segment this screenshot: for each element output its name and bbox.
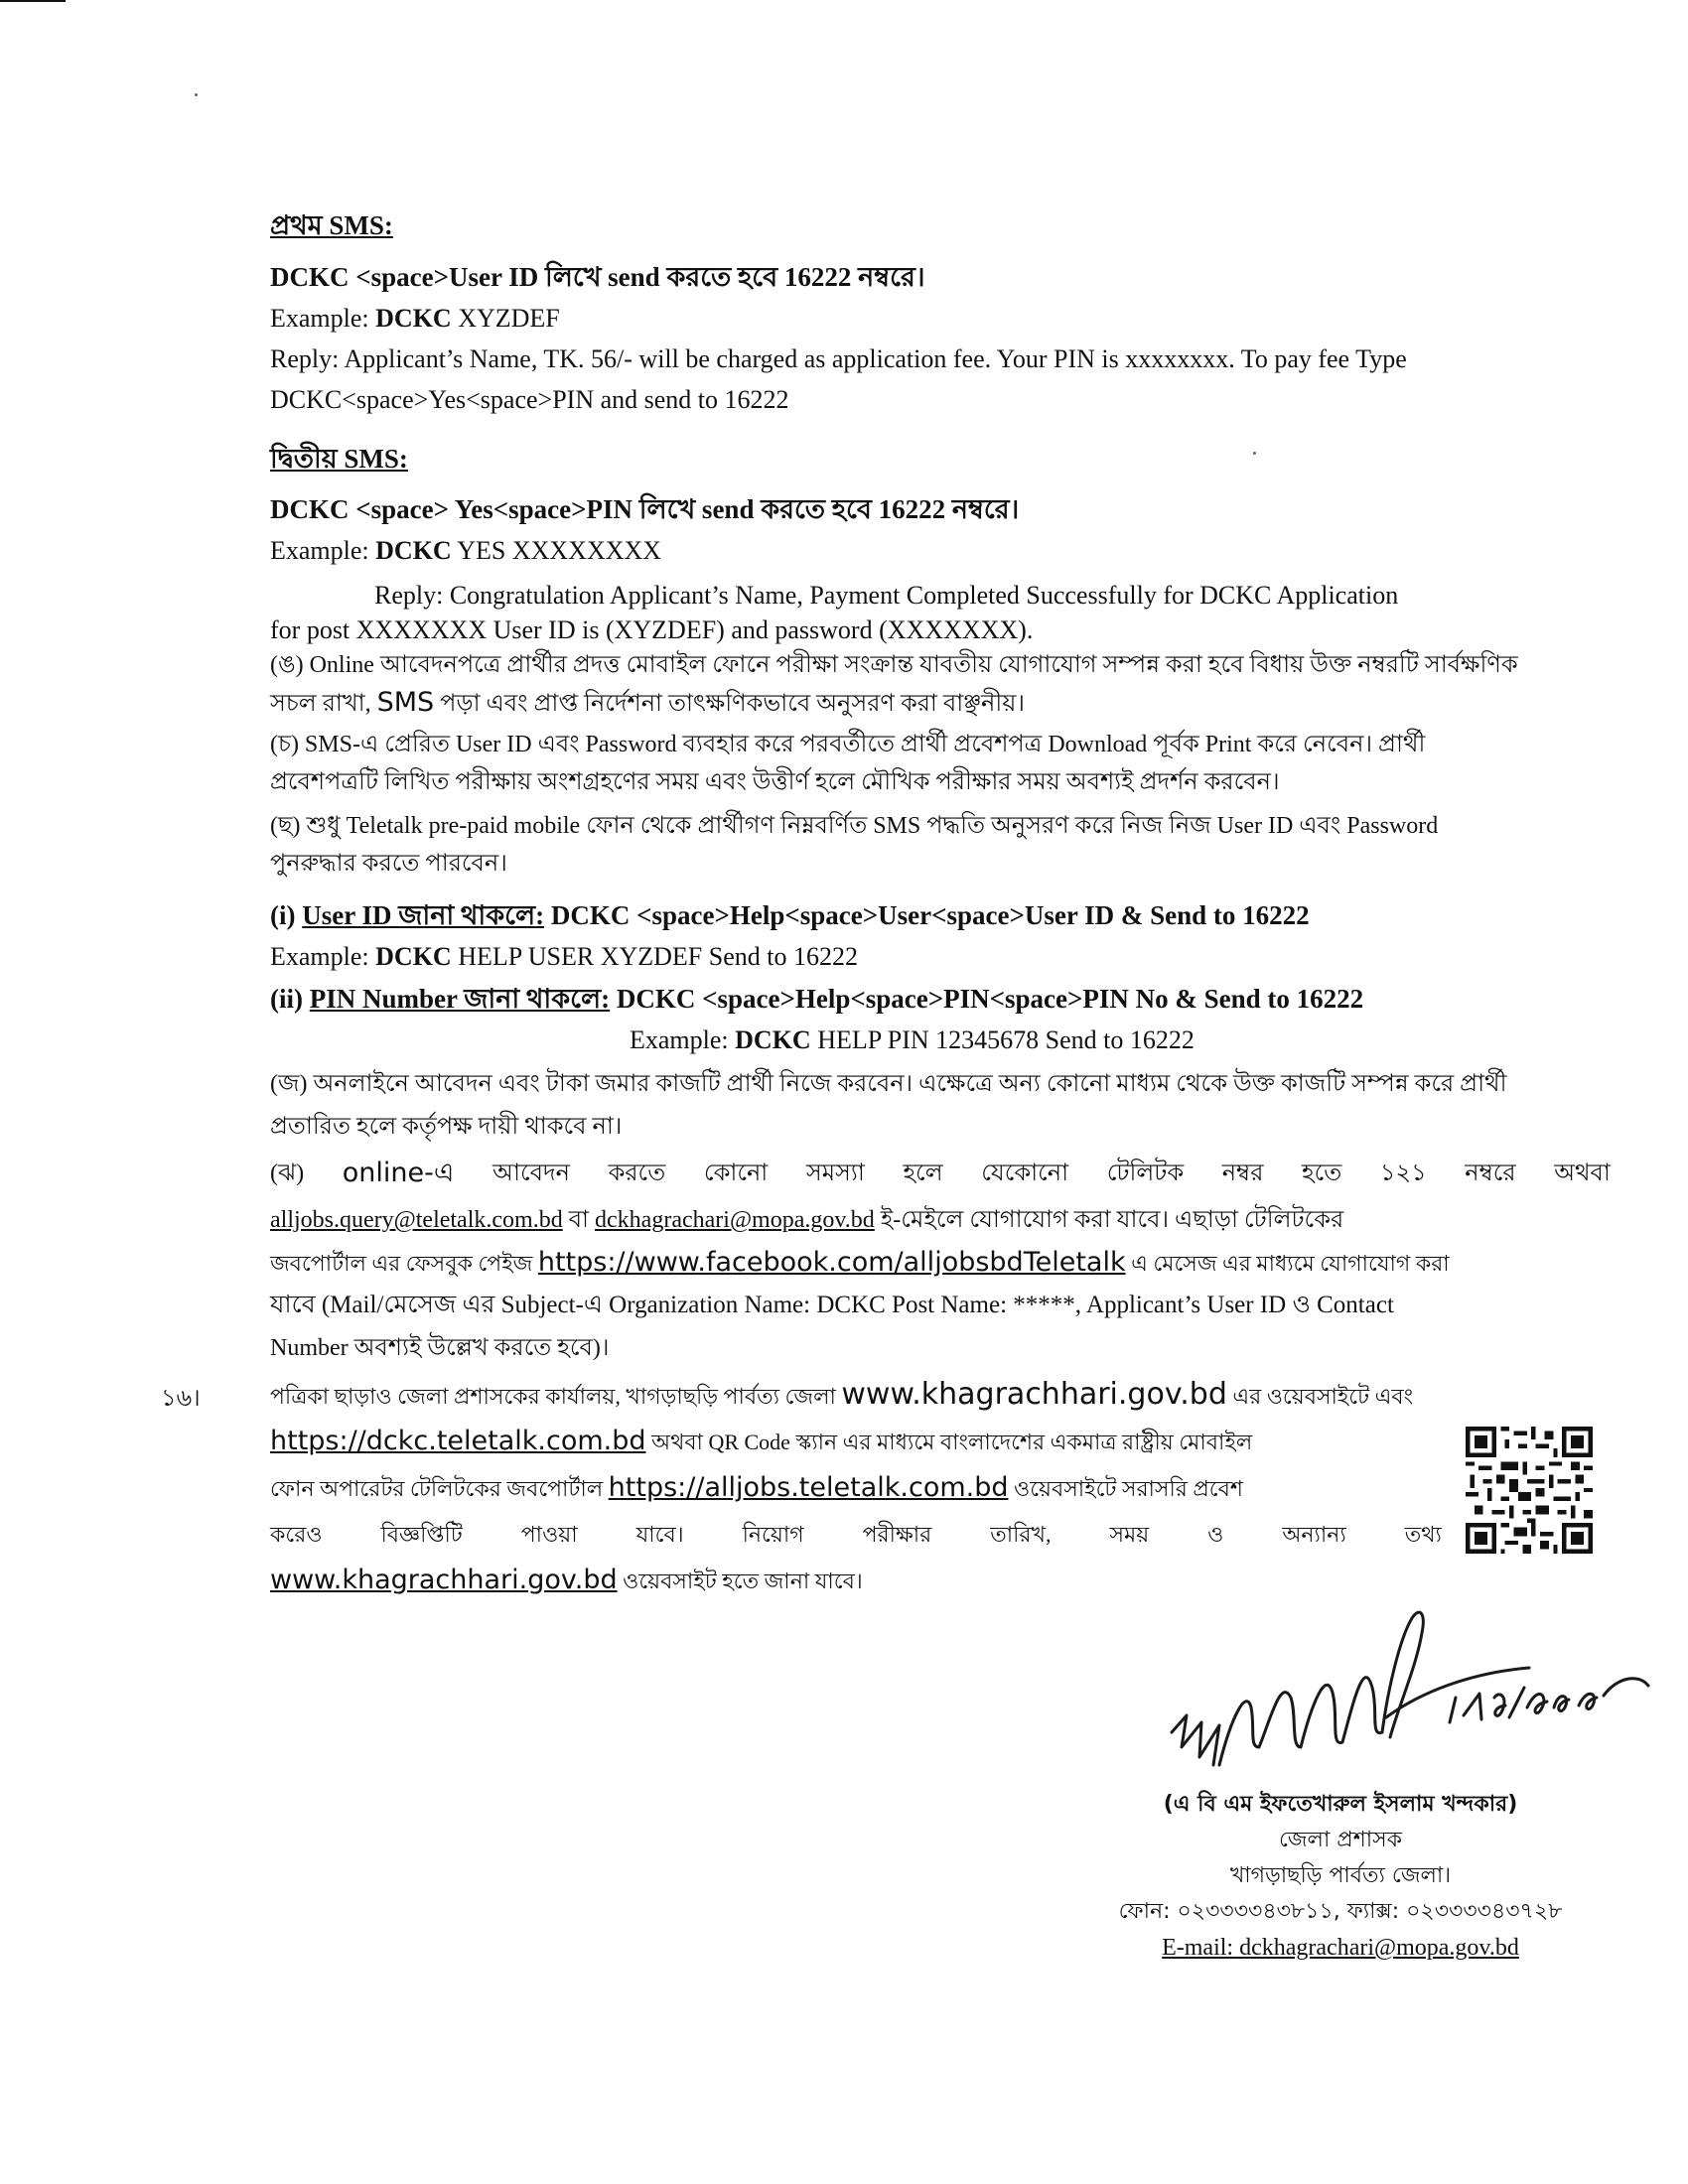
- justified-word: যেকোনো: [981, 1160, 1069, 1186]
- recover-pin-label: PIN Number জানা থাকলে:: [309, 984, 611, 1014]
- text-run: জবপোর্টাল এর ফেসবুক পেইজ: [270, 1251, 538, 1276]
- justified-word: টেলিটক: [1106, 1160, 1185, 1186]
- example-value: XYZDEF: [451, 304, 560, 333]
- item16-number: ১৬।: [161, 1386, 201, 1412]
- website-link-khagrachhari-2[interactable]: www.khagrachhari.gov.bd: [270, 1565, 618, 1595]
- justified-word: হতে: [1302, 1160, 1342, 1186]
- sms2-instruction: DCKC <space> Yes<space>PIN লিখে send করতে হবে 16222 নম্বরে।: [270, 494, 1020, 524]
- example-code: DCKC: [375, 536, 452, 565]
- sms2-reply-line1: Reply: Congratulation Applicant’s Name, Payment Completed Successfully for DCKC Application: [374, 581, 1399, 610]
- example-code: DCKC: [375, 942, 452, 971]
- justified-word: তারিখ,: [990, 1522, 1052, 1547]
- page-edge-mark: [0, 0, 66, 2]
- qr-code-icon[interactable]: [1466, 1427, 1593, 1554]
- example-label: Example:: [630, 1025, 736, 1054]
- justified-word: নম্বরে: [1465, 1160, 1516, 1186]
- sms-word: SMS: [376, 687, 435, 718]
- text-run: এ মেসেজ এর মাধ্যমে যোগাযোগ করা: [1125, 1251, 1450, 1276]
- recover-user-id-label: User ID জানা থাকলে:: [302, 900, 545, 930]
- text-run: ই-মেইলে যোগাযোগ করা যাবে। এছাড়া টেলিটকের: [874, 1207, 1344, 1233]
- text-run: সচল রাখা,: [270, 691, 377, 717]
- sms1-heading: প্রথম SMS:: [270, 210, 393, 240]
- signatory-email[interactable]: E-mail: dckhagrachari@mopa.gov.bd: [1162, 1935, 1519, 1961]
- item16-line4: [270, 1518, 1442, 1552]
- recover-user-id-example: [270, 940, 858, 974]
- item-marker: (i): [270, 900, 303, 930]
- para-jha-line3: [270, 1246, 1450, 1281]
- text-run: অথবা QR Code স্ক্যান এর মাধ্যমে বাংলাদেশের একমাত্র রাষ্ট্রীয় মোবাইল: [645, 1430, 1253, 1454]
- justified-word: অন্যান্য: [1282, 1522, 1346, 1547]
- facebook-page-link[interactable]: https://www.facebook.com/alljobsbdTeletalk: [537, 1247, 1126, 1278]
- example-value: HELP PIN 12345678 Send to 16222: [810, 1025, 1195, 1054]
- justified-word: আবেদন: [492, 1160, 570, 1186]
- recover-user-id-command: DCKC <space>Help<space>User<space>User ID & Send to 16222: [544, 900, 1310, 930]
- sms1-instruction: DCKC <space>User ID লিখে send করতে হবে 16222 নম্বরে।: [270, 262, 925, 292]
- item-marker: (ii): [270, 984, 310, 1014]
- para-ja-line2: প্রতারিত হলে কর্তৃপক্ষ দায়ী থাকবে না।: [270, 1114, 623, 1140]
- justified-word: নম্বর: [1221, 1160, 1264, 1186]
- example-label: Example:: [270, 304, 376, 333]
- justified-word: পাওয়া: [520, 1522, 578, 1547]
- signatory-district: খাগড়াছড়ি পার্বত্য জেলা।: [1229, 1863, 1452, 1888]
- sms2-reply-line2: for post XXXXXXX User ID is (XYZDEF) and password (XXXXXXX).: [270, 615, 1034, 644]
- recover-user-id: [270, 898, 1310, 932]
- para-chha-line1: (ছ) শুধু Teletalk pre-paid mobile ফোন থেকে প্রার্থীগণ নিম্নবর্ণিত SMS পদ্ধতি অনুসরণ করে নিজ নিজ User ID এবং Password: [270, 813, 1439, 839]
- text-run: ওয়েবসাইটে সরাসরি প্রবেশ: [1008, 1476, 1243, 1501]
- item16-line1: [270, 1378, 1413, 1414]
- para-ja-line1: (জ) অনলাইনে আবেদন এবং টাকা জমার কাজটি প্রার্থী নিজে করবেন। এক্ষেত্রে অন্য কোনো মাধ্যম থেকে উক্ত কাজটি সম্পন্ন করে প্রার্থী: [270, 1071, 1507, 1097]
- example-value: HELP USER XYZDEF Send to 16222: [451, 942, 858, 971]
- para-jha-line1: [270, 1157, 1611, 1190]
- sms2-heading: দ্বিতীয় SMS:: [270, 444, 408, 474]
- justified-word: করতে: [608, 1160, 666, 1186]
- sms1-reply-line1: Reply: Applicant’s Name, TK. 56/- will be charged as application fee. Your PIN is xxxxxxxx. To pay fee Type: [270, 344, 1407, 373]
- justified-word: ১২১: [1379, 1160, 1427, 1186]
- para-chha-line2: পুনরুদ্ধার করতে পারবেন।: [270, 851, 507, 877]
- signatory-contact: ফোন: ০২৩৩৩৩৪৩৮১১, ফ্যাক্স: ০২৩৩৩৩৪৩৭২৮: [1118, 1899, 1563, 1924]
- para-cha-line2: প্রবেশপত্রটি লিখিত পরীক্ষায় অংশগ্রহণের সময় এবং উত্তীর্ণ হলে মৌখিক পরীক্ষার সময় অবশ্যই প্রদর্শন করবেন।: [270, 769, 1280, 795]
- justified-word: (ঝ): [270, 1160, 305, 1186]
- text-run: বা: [562, 1207, 596, 1233]
- signatory-block: [1062, 1787, 1618, 1966]
- text-run: পড়া এবং প্রাপ্ত নির্দেশনা তাৎক্ষণিকভাবে অনুসরণ করা বাঞ্ছনীয়।: [434, 691, 1025, 717]
- email-link-alljobs[interactable]: alljobs.query@teletalk.com.bd: [270, 1207, 563, 1233]
- website-link-dckc[interactable]: https://dckc.teletalk.com.bd: [270, 1426, 646, 1456]
- justified-word: করেও: [270, 1522, 323, 1547]
- justified-word: পরীক্ষার: [862, 1522, 932, 1547]
- handwritten-signature: [1152, 1598, 1658, 1797]
- example-code: DCKC: [375, 304, 452, 333]
- justified-word: অথবা: [1554, 1160, 1611, 1186]
- para-jha-line5: Number অবশ্যই উল্লেখ করতে হবে)।: [270, 1335, 610, 1361]
- signatory-title: জেলা প্রশাসক: [1278, 1828, 1403, 1852]
- justified-word: সমস্যা: [805, 1160, 865, 1186]
- para-jha-line2: [270, 1203, 1343, 1237]
- justified-word: ও: [1207, 1522, 1224, 1547]
- example-label: Example:: [270, 536, 376, 565]
- justified-word: online-এ: [342, 1158, 455, 1188]
- text-run: ফোন অপারেটর টেলিটকের জবপোর্টাল: [270, 1476, 609, 1501]
- email-link-dc[interactable]: dckhagrachari@mopa.gov.bd: [595, 1207, 875, 1233]
- website-link-khagrachhari[interactable]: www.khagrachhari.gov.bd: [841, 1377, 1227, 1412]
- text-run: ওয়েবসাইট হতে জানা যাবে।: [617, 1569, 863, 1593]
- recover-pin-command: DCKC <space>Help<space>PIN<space>PIN No & Send to 16222: [610, 984, 1364, 1014]
- justified-word: কোনো: [703, 1160, 769, 1186]
- sms2-example: [270, 534, 661, 568]
- para-uo-line1: (ঙ) Online আবেদনপত্রে প্রার্থীর প্রদত্ত মোবাইল ফোনে পরীক্ষা সংক্রান্ত যাবতীয় যোগাযোগ সম্পন্ন করা হবে বিধায় উক্ত নম্বরটি সার্বক্ষণিক: [270, 652, 1518, 678]
- justified-word: তথ্য: [1404, 1522, 1442, 1547]
- example-code: DCKC: [735, 1025, 811, 1054]
- justified-word: হলে: [903, 1160, 943, 1186]
- text-run: এর ওয়েবসাইটে এবং: [1226, 1384, 1414, 1409]
- item16-line3: [270, 1471, 1243, 1506]
- sms1-example: [270, 302, 560, 336]
- para-jha-line4: যাবে (Mail/মেসেজ এর Subject-এ Organization Name: DCKC Post Name: *****, Applicant’s User ID ও Contact: [270, 1292, 1394, 1318]
- justified-word: নিয়োগ: [742, 1522, 804, 1547]
- sms1-reply-line2: DCKC<space>Yes<space>PIN and send to 16222: [270, 385, 789, 414]
- signatory-name: (এ বি এম ইফতেখারুল ইসলাম খন্দকার): [1163, 1792, 1518, 1817]
- website-link-alljobs[interactable]: https://alljobs.teletalk.com.bd: [608, 1472, 1009, 1503]
- recover-pin-example: [630, 1024, 1195, 1057]
- item16-line5: [270, 1564, 863, 1598]
- justified-word: সময়: [1109, 1522, 1150, 1547]
- justified-word: বিজ্ঞপ্তিটি: [380, 1522, 463, 1547]
- scan-speck: [195, 93, 198, 96]
- scan-speck: [1253, 452, 1256, 455]
- example-value: YES XXXXXXXX: [451, 536, 662, 565]
- para-uo-line2: [270, 686, 1025, 721]
- recover-pin: [270, 982, 1363, 1016]
- text-run: পত্রিকা ছাড়াও জেলা প্রশাসকের কার্যালয়, খাগড়াছড়ি পার্বত্য জেলা: [270, 1384, 842, 1409]
- example-label: Example:: [270, 942, 376, 971]
- para-cha-line1: (চ) SMS-এ প্রেরিত User ID এবং Password ব্যবহার করে পরবর্তীতে প্রার্থী প্রবেশপত্র Download পূর্বক Print করে নেবেন। প্রার্থী: [270, 732, 1426, 757]
- item16-line2: [270, 1425, 1252, 1459]
- justified-word: যাবে।: [635, 1522, 684, 1547]
